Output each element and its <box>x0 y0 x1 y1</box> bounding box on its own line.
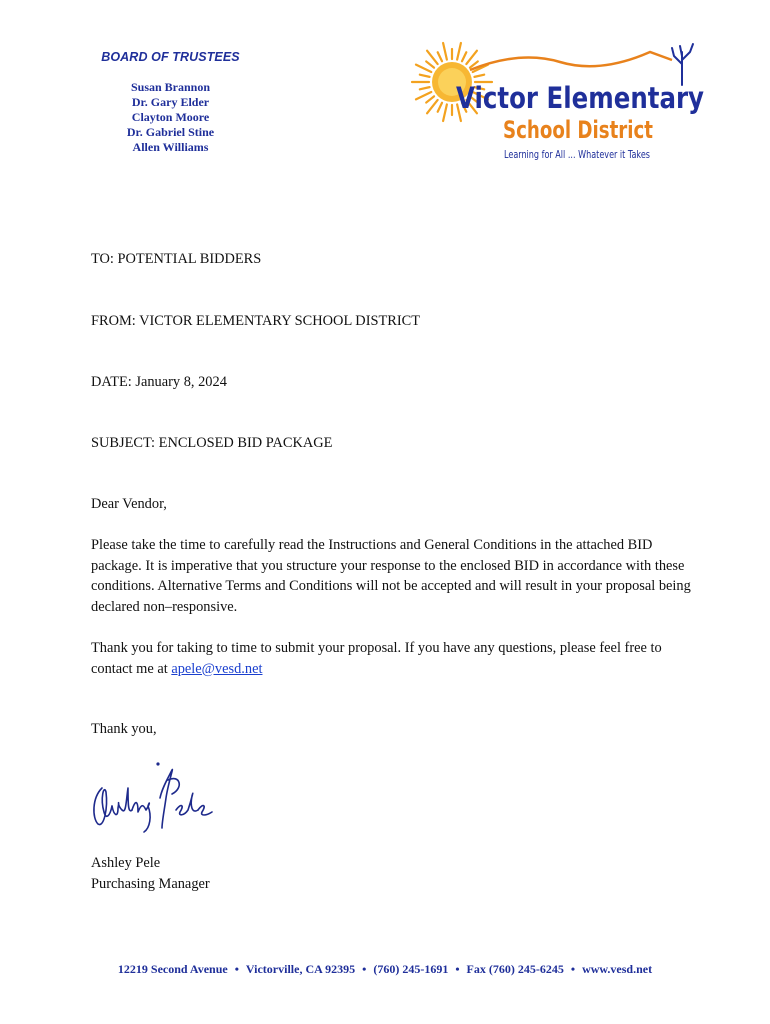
footer-website[interactable]: www.vesd.net <box>582 962 653 976</box>
footer-fax: Fax (760) 245-6245 <box>466 962 564 976</box>
separator: • <box>234 962 239 976</box>
separator: • <box>570 962 576 976</box>
signature <box>88 758 218 838</box>
footer-contact <box>0 962 770 977</box>
trustee-name: Dr. Gary Elder <box>131 95 210 109</box>
footer-city: Victorville, CA 92395 <box>245 962 356 976</box>
board-of-trustees <box>88 50 253 155</box>
footer-address: 12219 Second Avenue <box>117 962 228 976</box>
logo-tagline: Learning for All ... Whatever it Takes <box>504 149 650 161</box>
mountain-icon <box>470 52 672 70</box>
contact-text: Thank you for taking to time to submit your proposal. If you have any questions, please feel free to contact me at <box>91 640 662 677</box>
signer-title: Purchasing Manager <box>91 876 210 892</box>
trustee-name: Allen Williams <box>132 140 209 154</box>
logo-name-line2: School District <box>503 116 653 144</box>
footer-phone: (760) 245-1691 <box>373 962 449 976</box>
paragraph-instructions: Please take the time to carefully read the Instructions and General Conditions in the attached BID package. It is imperative that you structure your response to the enclosed BID in accordance with these conditions. Alternative Terms and Conditions will not be accepted and will result in your proposal being declared non–responsive. <box>91 537 691 615</box>
trustee-list <box>88 80 253 155</box>
logo-name-line1: Victor Elementary <box>456 81 705 115</box>
salutation: Dear Vendor, <box>91 496 167 512</box>
trustee-name: Clayton Moore <box>131 110 210 124</box>
trustee-name: Susan Brannon <box>130 80 211 94</box>
paragraph-contact <box>91 638 691 679</box>
memo-subject: SUBJECT: ENCLOSED BID PACKAGE <box>91 435 333 451</box>
separator: • <box>362 962 367 976</box>
district-logo <box>410 30 710 165</box>
email-link[interactable]: apele@vesd.net <box>171 660 263 677</box>
memo-from: FROM: VICTOR ELEMENTARY SCHOOL DISTRICT <box>91 313 421 329</box>
trustee-name: Dr. Gabriel Stine <box>126 125 215 139</box>
memo-to: TO: POTENTIAL BIDDERS <box>91 251 262 267</box>
joshua-tree-icon <box>672 44 693 85</box>
closing: Thank you, <box>91 721 157 737</box>
signer-name: Ashley Pele <box>91 855 161 871</box>
board-title: BOARD OF TRUSTEES <box>101 50 240 64</box>
separator: • <box>455 962 460 976</box>
memo-date: DATE: January 8, 2024 <box>91 374 227 390</box>
